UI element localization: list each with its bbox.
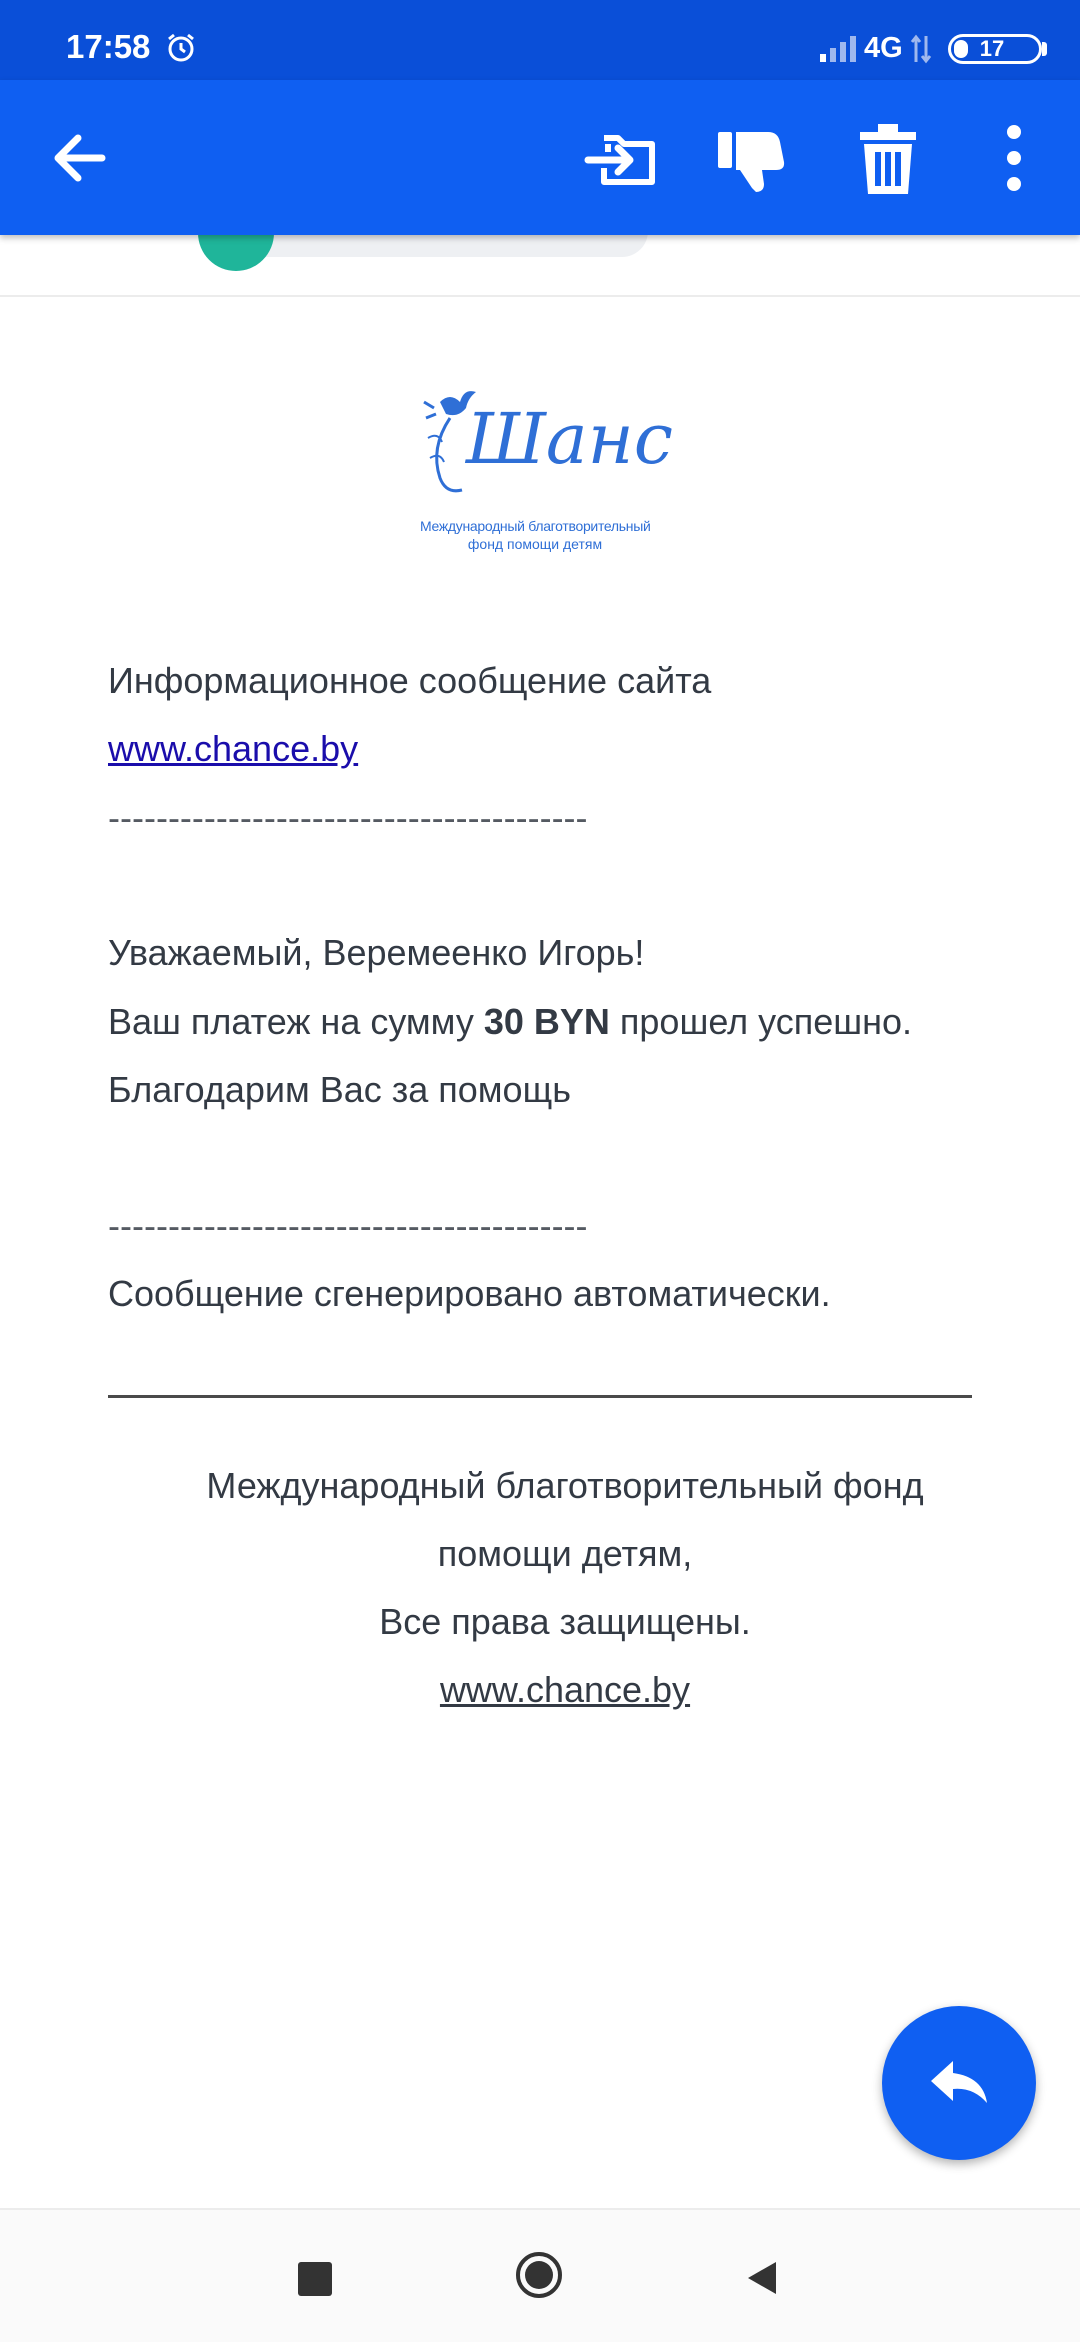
more-options-button[interactable] <box>972 116 1056 200</box>
battery-level: 17 <box>979 36 1005 61</box>
trash-icon <box>846 116 930 200</box>
back-button[interactable] <box>38 116 122 200</box>
footer-line1: Международный благотворительный фонд <box>206 1465 924 1506</box>
reply-button[interactable] <box>882 2006 1036 2160</box>
arrow-left-icon <box>38 116 122 200</box>
system-nav-bar <box>0 2208 1080 2342</box>
battery-nub <box>1042 42 1047 56</box>
more-vert-icon <box>972 116 1056 200</box>
email-toolbar <box>0 80 1080 235</box>
dash-divider-top: ---------------------------------------- <box>108 797 588 838</box>
greeting-text: Уважаемый, Веремеенко Игорь! <box>108 932 645 973</box>
payment-text <box>108 999 912 1045</box>
recents-button[interactable] <box>298 2262 332 2296</box>
footer-link-line <box>108 1667 972 1713</box>
chance-logo <box>420 378 673 558</box>
footer-link[interactable]: www.chance.by <box>439 1669 691 1710</box>
status-time: 17:58 <box>66 28 151 65</box>
delete-button[interactable] <box>846 116 930 200</box>
payment-prefix: Ваш платеж на сумму <box>108 1001 484 1042</box>
status-bar <box>0 0 1080 80</box>
dash-divider-bottom: ---------------------------------------- <box>108 1205 588 1246</box>
logo-subtitle-line2: фонд помощи детям <box>467 536 603 552</box>
footer-line3: Все права защищены. <box>379 1601 751 1642</box>
move-to-icon <box>578 116 662 200</box>
nav-back-button[interactable] <box>742 2258 782 2298</box>
site-link[interactable]: www.chance.by <box>108 728 359 769</box>
alarm-icon <box>166 33 196 63</box>
sender-strip <box>0 235 1080 297</box>
home-button[interactable] <box>514 2250 564 2300</box>
footer-divider <box>108 1395 972 1398</box>
logo-subtitle-line1: Международный благотворительный <box>420 518 651 534</box>
logo-text: Шанс <box>466 398 673 480</box>
auto-note-text: Сообщение сгенерировано автоматически. <box>108 1273 831 1314</box>
site-link-line <box>108 726 358 772</box>
payment-suffix: прошел успешно. <box>609 1001 913 1042</box>
spam-button[interactable] <box>710 116 794 200</box>
signal-icon <box>820 36 858 62</box>
thumbs-down-icon <box>710 116 794 200</box>
data-activity-icon <box>910 34 932 64</box>
move-to-folder-button[interactable] <box>578 116 662 200</box>
payment-amount: 30 BYN <box>483 1001 610 1042</box>
thanks-text: Благодарим Вас за помощь <box>108 1069 571 1110</box>
battery-icon <box>948 34 1042 64</box>
reply-icon <box>927 2051 991 2115</box>
intro-text: Информационное сообщение сайта <box>108 660 712 701</box>
footer-line2: помощи детям, <box>437 1533 693 1574</box>
network-label: 4G <box>864 32 903 64</box>
